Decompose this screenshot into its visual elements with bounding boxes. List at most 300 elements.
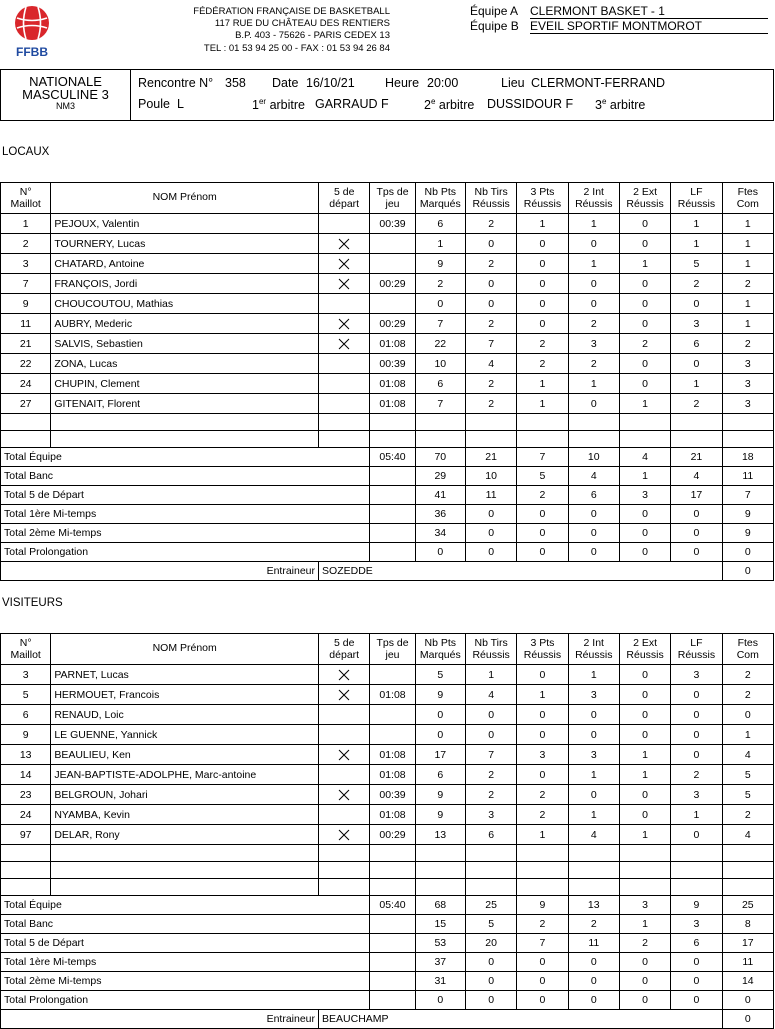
player-num-cell: 14 — [1, 765, 51, 785]
column-header-ext2: 2 Ext Réussis — [619, 634, 670, 665]
player-name-cell: RENAUD, Loic — [51, 705, 319, 725]
player-int2-cell: 1 — [568, 254, 619, 274]
total-row — [1, 953, 774, 972]
player-tirs-cell: 0 — [465, 725, 516, 745]
total-fautes-cell: 11 — [722, 953, 773, 972]
column-header-ext2: 2 Ext Réussis — [619, 183, 670, 214]
total-tps-cell — [370, 953, 415, 972]
player-name-cell: PARNET, Lucas — [51, 665, 319, 685]
player-p3-cell: 0 — [517, 765, 568, 785]
player-ext2-cell: 0 — [619, 705, 670, 725]
lieu-value: CLERMONT-FERRAND — [531, 76, 666, 90]
player-lf-cell: 1 — [671, 214, 722, 234]
player-tirs-cell: 0 — [465, 294, 516, 314]
ffbb-logo — [12, 4, 52, 58]
total-row — [1, 486, 774, 505]
arbitre3-label: 3e arbitre — [595, 97, 646, 113]
player-starter-cell — [319, 274, 370, 294]
total-int2-cell: 0 — [568, 972, 619, 991]
player-fautes-cell — [722, 879, 773, 896]
player-p3-cell: 1 — [517, 685, 568, 705]
player-lf-cell: 0 — [671, 354, 722, 374]
player-num-cell: 24 — [1, 374, 51, 394]
total-lf-cell: 0 — [671, 524, 722, 543]
player-pts-cell: 7 — [415, 394, 465, 414]
player-pts-cell: 9 — [415, 685, 465, 705]
player-row — [1, 879, 774, 896]
total-tirs-cell: 10 — [465, 467, 516, 486]
coach-fautes: 0 — [722, 562, 773, 581]
player-pts-cell: 17 — [415, 745, 465, 765]
total-label: Total 1ère Mi-temps — [1, 953, 370, 972]
total-fautes-cell: 17 — [722, 934, 773, 953]
column-header-lf: LF Réussis — [671, 634, 722, 665]
player-lf-cell: 1 — [671, 234, 722, 254]
column-header-int2: 2 Int Réussis — [568, 183, 619, 214]
player-fautes-cell: 3 — [722, 354, 773, 374]
player-ext2-cell: 1 — [619, 745, 670, 765]
player-row — [1, 862, 774, 879]
player-int2-cell: 1 — [568, 805, 619, 825]
player-tirs-cell — [465, 414, 516, 431]
player-fautes-cell: 3 — [722, 394, 773, 414]
player-ext2-cell: 0 — [619, 805, 670, 825]
player-ext2-cell: 0 — [619, 294, 670, 314]
player-tps-cell: 01:08 — [370, 685, 415, 705]
visiteurs-stats-table — [0, 633, 774, 1029]
player-starter-cell — [319, 214, 370, 234]
competition-code: NM3 — [55, 101, 75, 111]
starter-cross-mark — [338, 789, 350, 801]
player-starter-cell — [319, 334, 370, 354]
column-header-int2: 2 Int Réussis — [568, 634, 619, 665]
total-fautes-cell: 14 — [722, 972, 773, 991]
player-tps-cell: 01:08 — [370, 334, 415, 354]
player-lf-cell: 2 — [671, 274, 722, 294]
total-row — [1, 467, 774, 486]
total-lf-cell: 6 — [671, 934, 722, 953]
total-p3-cell: 2 — [517, 486, 568, 505]
player-ext2-cell: 0 — [619, 785, 670, 805]
player-tirs-cell: 1 — [465, 665, 516, 685]
total-ext2-cell: 0 — [619, 991, 670, 1010]
total-row — [1, 934, 774, 953]
coach-row — [1, 562, 774, 581]
player-starter-cell — [319, 314, 370, 334]
player-p3-cell: 1 — [517, 394, 568, 414]
player-pts-cell: 5 — [415, 665, 465, 685]
player-fautes-cell: 1 — [722, 214, 773, 234]
player-starter-cell — [319, 685, 370, 705]
total-p3-cell: 0 — [517, 991, 568, 1010]
player-lf-cell: 0 — [671, 294, 722, 314]
player-lf-cell: 3 — [671, 665, 722, 685]
player-lf-cell — [671, 879, 722, 896]
player-ext2-cell: 0 — [619, 374, 670, 394]
player-row — [1, 334, 774, 354]
player-tirs-cell — [465, 431, 516, 448]
player-starter-cell — [319, 254, 370, 274]
starter-cross-mark — [338, 318, 350, 330]
player-starter-cell — [319, 394, 370, 414]
player-pts-cell: 6 — [415, 765, 465, 785]
player-row — [1, 665, 774, 685]
total-fautes-cell: 9 — [722, 505, 773, 524]
player-name-cell: AUBRY, Mederic — [51, 314, 319, 334]
player-ext2-cell: 0 — [619, 354, 670, 374]
arbitre2-label: 2e arbitre — [424, 97, 475, 113]
total-int2-cell: 4 — [568, 467, 619, 486]
total-p3-cell: 0 — [517, 953, 568, 972]
total-ext2-cell: 0 — [619, 543, 670, 562]
total-row — [1, 543, 774, 562]
starter-cross-mark — [338, 258, 350, 270]
player-ext2-cell — [619, 431, 670, 448]
player-int2-cell: 0 — [568, 394, 619, 414]
player-row — [1, 805, 774, 825]
federation-line: FÉDÉRATION FRANÇAISE DE BASKETBALL — [193, 6, 390, 17]
total-tps-cell — [370, 505, 415, 524]
total-fautes-cell: 8 — [722, 915, 773, 934]
player-tirs-cell: 4 — [465, 354, 516, 374]
player-starter-cell — [319, 294, 370, 314]
player-fautes-cell: 2 — [722, 274, 773, 294]
header-row — [1, 634, 774, 665]
player-fautes-cell: 2 — [722, 665, 773, 685]
player-lf-cell: 0 — [671, 705, 722, 725]
header-row — [1, 183, 774, 214]
coach-name: BEAUCHAMP — [319, 1010, 723, 1029]
player-name-cell: ZONA, Lucas — [51, 354, 319, 374]
player-lf-cell — [671, 414, 722, 431]
total-p3-cell: 7 — [517, 934, 568, 953]
total-row — [1, 448, 774, 467]
total-tirs-cell: 0 — [465, 505, 516, 524]
player-starter-cell — [319, 234, 370, 254]
player-num-cell: 27 — [1, 394, 51, 414]
player-num-cell: 21 — [1, 334, 51, 354]
total-tps-cell — [370, 486, 415, 505]
player-tirs-cell: 6 — [465, 825, 516, 845]
player-ext2-cell: 1 — [619, 765, 670, 785]
player-starter-cell — [319, 414, 370, 431]
total-tirs-cell: 5 — [465, 915, 516, 934]
total-tps-cell — [370, 915, 415, 934]
player-name-cell: CHATARD, Antoine — [51, 254, 319, 274]
player-name-cell — [51, 431, 319, 448]
total-ext2-cell: 1 — [619, 467, 670, 486]
total-int2-cell: 0 — [568, 543, 619, 562]
player-fautes-cell — [722, 862, 773, 879]
player-num-cell: 23 — [1, 785, 51, 805]
player-p3-cell: 0 — [517, 234, 568, 254]
player-tps-cell: 01:08 — [370, 765, 415, 785]
total-row — [1, 505, 774, 524]
player-ext2-cell: 0 — [619, 685, 670, 705]
player-p3-cell — [517, 862, 568, 879]
total-row — [1, 972, 774, 991]
player-num-cell: 6 — [1, 705, 51, 725]
player-ext2-cell — [619, 862, 670, 879]
coach-name: SOZEDDE — [319, 562, 723, 581]
player-ext2-cell: 0 — [619, 234, 670, 254]
player-lf-cell: 0 — [671, 725, 722, 745]
poule-value: L — [177, 97, 184, 111]
heure-value: 20:00 — [427, 76, 459, 90]
visiteurs-title: VISITEURS — [2, 597, 63, 609]
player-ext2-cell: 0 — [619, 725, 670, 745]
column-header-fautes: Ftes Com — [722, 183, 773, 214]
player-row — [1, 685, 774, 705]
total-tps-cell — [370, 524, 415, 543]
player-num-cell: 2 — [1, 234, 51, 254]
total-pts-cell: 53 — [415, 934, 465, 953]
total-tps-cell — [370, 543, 415, 562]
starter-cross-mark — [338, 829, 350, 841]
player-name-cell — [51, 862, 319, 879]
player-p3-cell — [517, 845, 568, 862]
total-tirs-cell: 0 — [465, 524, 516, 543]
player-starter-cell — [319, 725, 370, 745]
player-p3-cell: 0 — [517, 254, 568, 274]
player-tirs-cell: 0 — [465, 274, 516, 294]
total-pts-cell: 29 — [415, 467, 465, 486]
total-pts-cell: 0 — [415, 543, 465, 562]
player-fautes-cell: 4 — [722, 745, 773, 765]
player-pts-cell: 0 — [415, 725, 465, 745]
player-p3-cell: 2 — [517, 354, 568, 374]
player-name-cell: PEJOUX, Valentin — [51, 214, 319, 234]
column-header-tps: Tps de jeu — [370, 634, 415, 665]
player-p3-cell — [517, 431, 568, 448]
player-num-cell: 5 — [1, 685, 51, 705]
player-int2-cell: 1 — [568, 665, 619, 685]
column-header-p3: 3 Pts Réussis — [517, 183, 568, 214]
player-row — [1, 274, 774, 294]
total-label: Total Équipe — [1, 448, 370, 467]
total-tirs-cell: 11 — [465, 486, 516, 505]
player-tps-cell — [370, 845, 415, 862]
column-header-maillot: N° Maillot — [1, 183, 51, 214]
lieu-label: Lieu — [501, 76, 525, 90]
total-int2-cell: 13 — [568, 896, 619, 915]
column-header-fautes: Ftes Com — [722, 634, 773, 665]
player-p3-cell: 0 — [517, 294, 568, 314]
player-pts-cell: 6 — [415, 374, 465, 394]
federation-line: B.P. 403 - 75626 - PARIS CEDEX 13 — [235, 30, 390, 42]
player-num-cell: 24 — [1, 805, 51, 825]
player-row — [1, 825, 774, 845]
poule-label: Poule — [138, 97, 170, 111]
player-tps-cell: 01:08 — [370, 374, 415, 394]
player-p3-cell — [517, 879, 568, 896]
total-p3-cell: 0 — [517, 972, 568, 991]
player-pts-cell — [415, 431, 465, 448]
player-tirs-cell — [465, 879, 516, 896]
player-starter-cell — [319, 879, 370, 896]
player-row — [1, 845, 774, 862]
player-int2-cell: 0 — [568, 234, 619, 254]
total-lf-cell: 4 — [671, 467, 722, 486]
total-lf-cell: 0 — [671, 543, 722, 562]
total-p3-cell: 0 — [517, 543, 568, 562]
column-header-lf: LF Réussis — [671, 183, 722, 214]
total-label: Total 5 de Départ — [1, 934, 370, 953]
player-pts-cell — [415, 879, 465, 896]
player-tirs-cell: 2 — [465, 394, 516, 414]
player-pts-cell: 7 — [415, 314, 465, 334]
column-header-tirs: Nb Tirs Réussis — [465, 183, 516, 214]
player-tps-cell — [370, 414, 415, 431]
locaux-stats-table — [0, 182, 774, 581]
player-tirs-cell: 7 — [465, 745, 516, 765]
total-label: Total Équipe — [1, 896, 370, 915]
total-fautes-cell: 7 — [722, 486, 773, 505]
player-tps-cell: 00:39 — [370, 785, 415, 805]
player-lf-cell: 0 — [671, 825, 722, 845]
total-pts-cell: 15 — [415, 915, 465, 934]
player-name-cell: CHOUCOUTOU, Mathias — [51, 294, 319, 314]
player-tps-cell: 00:29 — [370, 825, 415, 845]
total-p3-cell: 0 — [517, 524, 568, 543]
player-row — [1, 705, 774, 725]
total-pts-cell: 70 — [415, 448, 465, 467]
player-tps-cell — [370, 879, 415, 896]
total-label: Total Prolongation — [1, 543, 370, 562]
total-int2-cell: 10 — [568, 448, 619, 467]
player-p3-cell: 0 — [517, 274, 568, 294]
player-tps-cell — [370, 234, 415, 254]
player-starter-cell — [319, 845, 370, 862]
competition-line: MASCULINE 3 — [22, 87, 109, 102]
player-pts-cell: 0 — [415, 294, 465, 314]
total-tirs-cell: 0 — [465, 991, 516, 1010]
player-tps-cell — [370, 254, 415, 274]
player-int2-cell: 1 — [568, 765, 619, 785]
player-p3-cell: 2 — [517, 785, 568, 805]
total-fautes-cell: 0 — [722, 991, 773, 1010]
player-tps-cell — [370, 431, 415, 448]
player-int2-cell — [568, 879, 619, 896]
player-pts-cell — [415, 414, 465, 431]
arbitre2-value: DUSSIDOUR F — [487, 97, 574, 111]
total-ext2-cell: 0 — [619, 953, 670, 972]
federation-line: 117 RUE DU CHÂTEAU DES RENTIERS — [214, 18, 390, 30]
starter-cross-mark — [338, 338, 350, 350]
total-ext2-cell: 0 — [619, 524, 670, 543]
player-tps-cell — [370, 665, 415, 685]
player-fautes-cell: 1 — [722, 725, 773, 745]
player-starter-cell — [319, 431, 370, 448]
total-row — [1, 896, 774, 915]
player-int2-cell: 3 — [568, 685, 619, 705]
player-ext2-cell: 0 — [619, 274, 670, 294]
player-fautes-cell: 2 — [722, 685, 773, 705]
player-name-cell: DELAR, Rony — [51, 825, 319, 845]
player-name-cell: HERMOUET, Francois — [51, 685, 319, 705]
player-p3-cell: 2 — [517, 805, 568, 825]
player-name-cell: JEAN-BAPTISTE-ADOLPHE, Marc-antoine — [51, 765, 319, 785]
player-num-cell — [1, 862, 51, 879]
total-lf-cell: 21 — [671, 448, 722, 467]
player-name-cell: BEAULIEU, Ken — [51, 745, 319, 765]
player-tps-cell: 00:29 — [370, 274, 415, 294]
player-name-cell: TOURNERY, Lucas — [51, 234, 319, 254]
total-lf-cell: 17 — [671, 486, 722, 505]
total-tirs-cell: 0 — [465, 972, 516, 991]
total-ext2-cell: 3 — [619, 896, 670, 915]
total-p3-cell: 0 — [517, 505, 568, 524]
player-name-cell: BELGROUN, Johari — [51, 785, 319, 805]
total-fautes-cell: 0 — [722, 543, 773, 562]
total-ext2-cell: 4 — [619, 448, 670, 467]
player-row — [1, 314, 774, 334]
player-int2-cell: 2 — [568, 314, 619, 334]
player-tps-cell — [370, 725, 415, 745]
player-lf-cell — [671, 845, 722, 862]
player-lf-cell — [671, 862, 722, 879]
player-tirs-cell: 2 — [465, 765, 516, 785]
total-lf-cell: 9 — [671, 896, 722, 915]
starter-cross-mark — [338, 669, 350, 681]
player-name-cell — [51, 879, 319, 896]
coach-fautes: 0 — [722, 1010, 773, 1029]
player-lf-cell: 1 — [671, 374, 722, 394]
total-row — [1, 915, 774, 934]
player-name-cell: FRANÇOIS, Jordi — [51, 274, 319, 294]
player-int2-cell: 0 — [568, 785, 619, 805]
player-num-cell: 3 — [1, 254, 51, 274]
total-ext2-cell: 1 — [619, 915, 670, 934]
player-tirs-cell: 0 — [465, 234, 516, 254]
player-starter-cell — [319, 785, 370, 805]
total-pts-cell: 31 — [415, 972, 465, 991]
rencontre-number: 358 — [225, 76, 246, 90]
player-pts-cell: 9 — [415, 785, 465, 805]
player-int2-cell: 0 — [568, 705, 619, 725]
player-pts-cell — [415, 845, 465, 862]
player-int2-cell: 1 — [568, 374, 619, 394]
player-tps-cell: 01:08 — [370, 394, 415, 414]
player-int2-cell — [568, 862, 619, 879]
starter-cross-mark — [338, 749, 350, 761]
player-lf-cell: 5 — [671, 254, 722, 274]
total-pts-cell: 34 — [415, 524, 465, 543]
column-header-nom: NOM Prénom — [51, 634, 319, 665]
locaux-title: LOCAUX — [2, 146, 50, 158]
total-row — [1, 991, 774, 1010]
total-int2-cell: 0 — [568, 524, 619, 543]
player-tps-cell — [370, 705, 415, 725]
player-ext2-cell: 0 — [619, 665, 670, 685]
player-row — [1, 745, 774, 765]
player-tps-cell: 00:39 — [370, 354, 415, 374]
total-pts-cell: 68 — [415, 896, 465, 915]
player-p3-cell: 1 — [517, 214, 568, 234]
rencontre-label: Rencontre N° — [138, 76, 214, 90]
player-starter-cell — [319, 862, 370, 879]
team-b-name: EVEIL SPORTIF MONTMOROT — [530, 19, 768, 34]
player-starter-cell — [319, 354, 370, 374]
player-pts-cell: 6 — [415, 214, 465, 234]
player-p3-cell: 3 — [517, 745, 568, 765]
total-label: Total Banc — [1, 467, 370, 486]
player-tps-cell — [370, 862, 415, 879]
total-lf-cell: 0 — [671, 953, 722, 972]
player-num-cell — [1, 414, 51, 431]
player-p3-cell: 0 — [517, 665, 568, 685]
player-tirs-cell: 2 — [465, 785, 516, 805]
